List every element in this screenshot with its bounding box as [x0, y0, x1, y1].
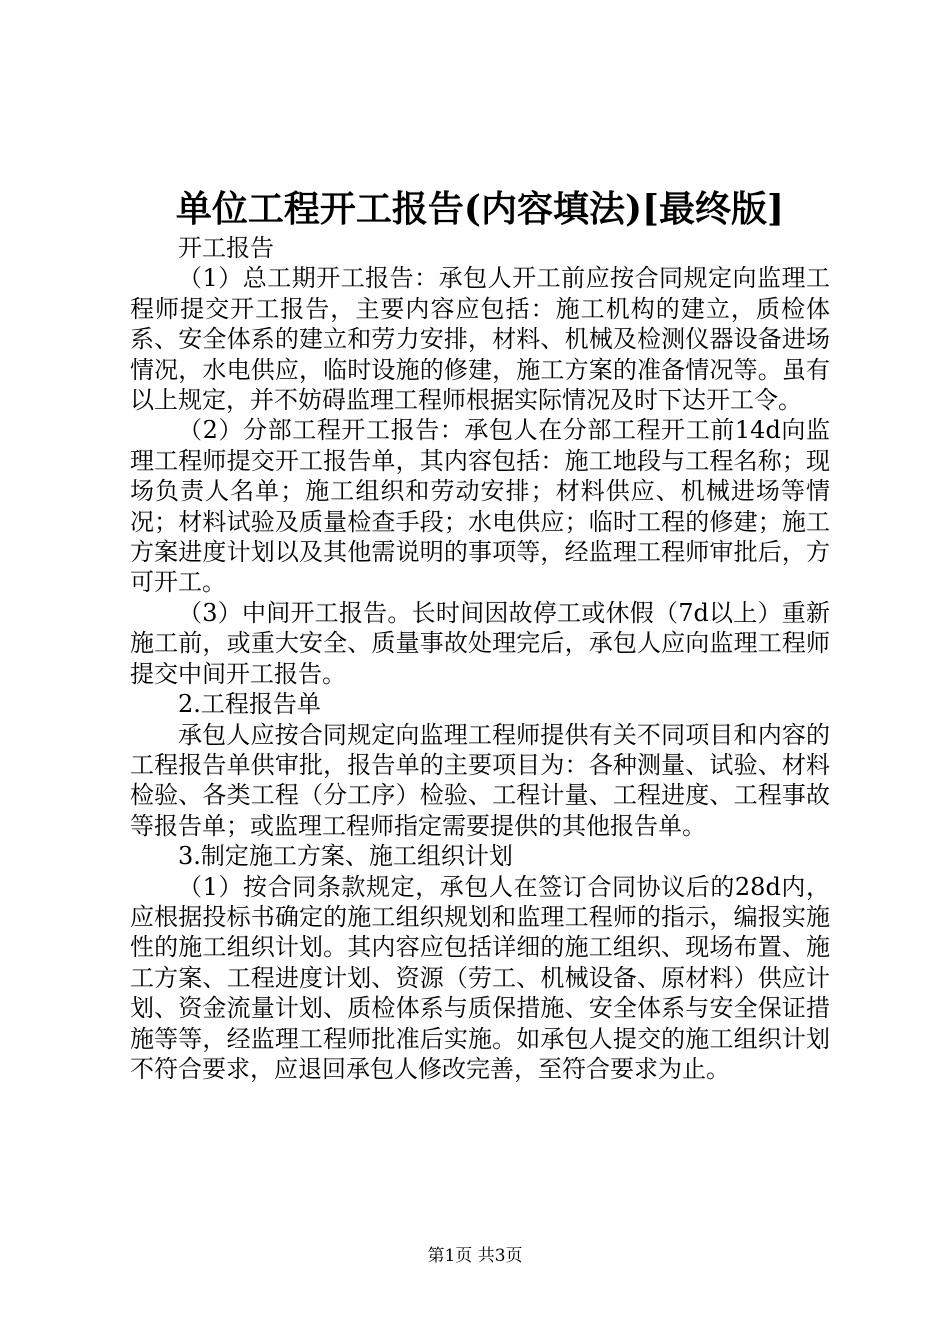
section-heading-opening-report: 开工报告: [178, 234, 274, 262]
document-body: [130, 233, 830, 1084]
paragraph-construction-plan: （1）按合同条款规定，承包人在签订合同协议后的28d内，应根据投标书确定的施工组织规划和监理工程师的指示，编报实施性的施工组织计划。其内容应包括详细的施工组织、现场布置、施工方案、工程进度计划、资源（劳工、机械设备、原材料）供应计划、资金流量计划、质检体系与质保措施、安全体系与安全保证措施等等，经监理工程师批准后实施。如承包人提交的施工组织计划不符合要求，应退回承包人修改完善，至符合要求为止。: [130, 872, 830, 1083]
document-page: [130, 0, 830, 1344]
paragraph-subsection-report: （2）分部工程开工报告：承包人在分部工程开工前14d向监理工程师提交开工报告单，其内容包括：施工地段与工程名称；现场负责人名单；施工组织和劳动安排；材料供应、机械进场等情况；材料试验及质量检查手段；水电供应；临时工程的修建；施工方案进度计划以及其他需说明的事项等，经监理工程师审批后，方可开工。: [130, 416, 830, 597]
section-heading-construction-plan: 3.制定施工方案、施工组织计划: [178, 842, 513, 871]
section-heading-engineering-report: 2.工程报告单: [178, 690, 321, 719]
page-footer: 第1页 共3页: [427, 1246, 523, 1266]
paragraph-total-period-report: （1）总工期开工报告：承包人开工前应按合同规定向监理工程师提交开工报告，主要内容应包括：施工机构的建立，质检体系、安全体系的建立和劳力安排，材料、机械及检测仪器设备进场情况，水电供应，临时设施的修建，施工方案的准备情况等。虽有以上规定，并不妨碍监理工程师根据实际情况及时下达开工令。: [130, 264, 830, 415]
paragraph-interim-report: （3）中间开工报告。长时间因故停工或休假（7d以上）重新施工前，或重大安全、质量事故处理完后，承包人应向监理工程师提交中间开工报告。: [130, 598, 830, 688]
paragraph-engineering-report: 承包人应按合同规定向监理工程师提供有关不同项目和内容的工程报告单供审批，报告单的主要项目为：各种测量、试验、材料检验、各类工程（分工序）检验、工程计量、工程进度、工程事故等报告单；或监理工程师指定需要提供的其他报告单。: [130, 720, 830, 840]
document-title: 单位工程开工报告(内容填法)[最终版]: [175, 188, 785, 230]
